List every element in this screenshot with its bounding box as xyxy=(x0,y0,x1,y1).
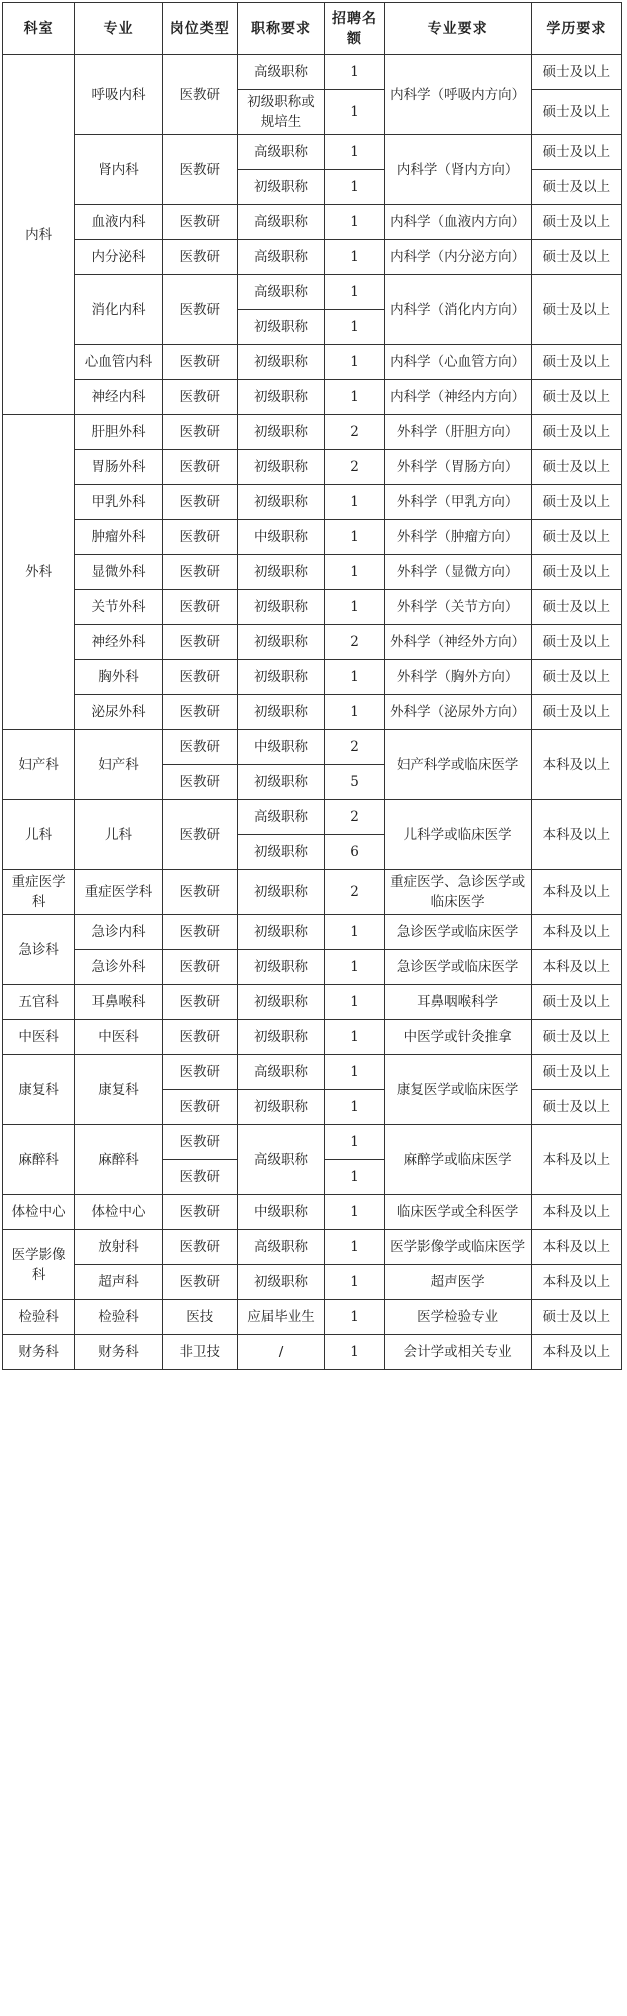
table-row xyxy=(3,730,622,765)
major-cell: 康复科 xyxy=(75,1055,163,1125)
title-req-cell: / xyxy=(237,1335,325,1370)
header-major: 专业 xyxy=(75,3,163,55)
edu-req-cell: 硕士及以上 xyxy=(531,590,621,625)
major-cell: 妇产科 xyxy=(75,730,163,800)
title-req-cell: 初级职称 xyxy=(237,1020,325,1055)
dept-cell: 儿科 xyxy=(3,800,75,870)
edu-req-cell: 硕士及以上 xyxy=(531,345,621,380)
edu-req-cell: 硕士及以上 xyxy=(531,55,621,90)
major-req-cell: 内科学（内分泌方向） xyxy=(384,240,531,275)
count-cell: 1 xyxy=(325,520,384,555)
major-cell: 体检中心 xyxy=(75,1195,163,1230)
table-row xyxy=(3,240,622,275)
edu-req-cell: 硕士及以上 xyxy=(531,1300,621,1335)
edu-req-cell: 硕士及以上 xyxy=(531,450,621,485)
major-req-cell: 外科学（神经外方向） xyxy=(384,625,531,660)
table-row xyxy=(3,870,622,915)
major-req-cell: 内科学（神经内方向） xyxy=(384,380,531,415)
post-type-cell: 医教研 xyxy=(162,380,237,415)
title-req-cell: 初级职称 xyxy=(237,310,325,345)
count-cell: 2 xyxy=(325,730,384,765)
header-count: 招聘名额 xyxy=(325,3,384,55)
table-row xyxy=(3,985,622,1020)
count-cell: 1 xyxy=(325,1300,384,1335)
dept-cell: 麻醉科 xyxy=(3,1125,75,1195)
dept-cell: 外科 xyxy=(3,415,75,730)
dept-cell: 体检中心 xyxy=(3,1195,75,1230)
count-cell: 1 xyxy=(325,695,384,730)
table-row xyxy=(3,205,622,240)
major-req-cell: 外科学（显微方向） xyxy=(384,555,531,590)
title-req-cell: 初级职称 xyxy=(237,555,325,590)
table-row xyxy=(3,450,622,485)
table-row xyxy=(3,625,622,660)
dept-cell: 五官科 xyxy=(3,985,75,1020)
count-cell: 1 xyxy=(325,1265,384,1300)
table-row xyxy=(3,1335,622,1370)
table-row xyxy=(3,695,622,730)
major-req-cell: 康复医学或临床医学 xyxy=(384,1055,531,1125)
title-req-cell: 中级职称 xyxy=(237,730,325,765)
post-type-cell: 医教研 xyxy=(162,485,237,520)
title-req-cell: 高级职称 xyxy=(237,1230,325,1265)
edu-req-cell: 硕士及以上 xyxy=(531,380,621,415)
title-req-cell: 初级职称 xyxy=(237,380,325,415)
table-row xyxy=(3,1055,622,1090)
table-row xyxy=(3,345,622,380)
post-type-cell: 医教研 xyxy=(162,205,237,240)
count-cell: 1 xyxy=(325,1195,384,1230)
post-type-cell: 医教研 xyxy=(162,1195,237,1230)
post-type-cell: 医教研 xyxy=(162,1090,237,1125)
major-cell: 肿瘤外科 xyxy=(75,520,163,555)
major-req-cell: 会计学或相关专业 xyxy=(384,1335,531,1370)
count-cell: 1 xyxy=(325,240,384,275)
major-cell: 急诊外科 xyxy=(75,950,163,985)
table-row xyxy=(3,135,622,170)
edu-req-cell: 本科及以上 xyxy=(531,1195,621,1230)
dept-cell: 财务科 xyxy=(3,1335,75,1370)
major-req-cell: 妇产科学或临床医学 xyxy=(384,730,531,800)
major-cell: 财务科 xyxy=(75,1335,163,1370)
major-cell: 内分泌科 xyxy=(75,240,163,275)
dept-cell: 内科 xyxy=(3,55,75,415)
major-req-cell: 麻醉学或临床医学 xyxy=(384,1125,531,1195)
count-cell: 1 xyxy=(325,660,384,695)
table-row xyxy=(3,415,622,450)
count-cell: 1 xyxy=(325,1125,384,1160)
count-cell: 6 xyxy=(325,835,384,870)
count-cell: 1 xyxy=(325,275,384,310)
edu-req-cell: 本科及以上 xyxy=(531,800,621,870)
title-req-cell: 初级职称 xyxy=(237,870,325,915)
edu-req-cell: 硕士及以上 xyxy=(531,1055,621,1090)
major-cell: 血液内科 xyxy=(75,205,163,240)
major-cell: 胃肠外科 xyxy=(75,450,163,485)
major-req-cell: 重症医学、急诊医学或临床医学 xyxy=(384,870,531,915)
major-req-cell: 内科学（心血管方向） xyxy=(384,345,531,380)
edu-req-cell: 硕士及以上 xyxy=(531,625,621,660)
edu-req-cell: 本科及以上 xyxy=(531,870,621,915)
count-cell: 1 xyxy=(325,915,384,950)
major-req-cell: 外科学（泌尿外方向） xyxy=(384,695,531,730)
major-cell: 肝胆外科 xyxy=(75,415,163,450)
major-cell: 中医科 xyxy=(75,1020,163,1055)
edu-req-cell: 硕士及以上 xyxy=(531,90,621,135)
post-type-cell: 医教研 xyxy=(162,800,237,870)
post-type-cell: 非卫技 xyxy=(162,1335,237,1370)
post-type-cell: 医教研 xyxy=(162,590,237,625)
post-type-cell: 医教研 xyxy=(162,415,237,450)
count-cell: 1 xyxy=(325,1335,384,1370)
count-cell: 1 xyxy=(325,950,384,985)
table-row xyxy=(3,380,622,415)
count-cell: 1 xyxy=(325,1020,384,1055)
major-cell: 肾内科 xyxy=(75,135,163,205)
edu-req-cell: 硕士及以上 xyxy=(531,985,621,1020)
table-row xyxy=(3,275,622,310)
count-cell: 1 xyxy=(325,1160,384,1195)
post-type-cell: 医教研 xyxy=(162,870,237,915)
major-req-cell: 内科学（消化内方向） xyxy=(384,275,531,345)
major-req-cell: 外科学（胃肠方向） xyxy=(384,450,531,485)
post-type-cell: 医教研 xyxy=(162,240,237,275)
title-req-cell: 初级职称 xyxy=(237,985,325,1020)
major-cell: 超声科 xyxy=(75,1265,163,1300)
post-type-cell: 医教研 xyxy=(162,695,237,730)
edu-req-cell: 本科及以上 xyxy=(531,730,621,800)
major-cell: 急诊内科 xyxy=(75,915,163,950)
table-row xyxy=(3,915,622,950)
header-row xyxy=(3,3,622,55)
major-cell: 显微外科 xyxy=(75,555,163,590)
header-title-req: 职称要求 xyxy=(237,3,325,55)
count-cell: 2 xyxy=(325,625,384,660)
count-cell: 2 xyxy=(325,450,384,485)
edu-req-cell: 硕士及以上 xyxy=(531,695,621,730)
major-req-cell: 临床医学或全科医学 xyxy=(384,1195,531,1230)
count-cell: 1 xyxy=(325,1055,384,1090)
major-cell: 神经外科 xyxy=(75,625,163,660)
post-type-cell: 医教研 xyxy=(162,950,237,985)
major-req-cell: 内科学（肾内方向） xyxy=(384,135,531,205)
post-type-cell: 医教研 xyxy=(162,555,237,590)
title-req-cell: 高级职称 xyxy=(237,800,325,835)
table-row xyxy=(3,555,622,590)
major-cell: 神经内科 xyxy=(75,380,163,415)
table-row xyxy=(3,55,622,90)
title-req-cell: 应届毕业生 xyxy=(237,1300,325,1335)
post-type-cell: 医教研 xyxy=(162,1230,237,1265)
major-req-cell: 外科学（胸外方向） xyxy=(384,660,531,695)
title-req-cell: 高级职称 xyxy=(237,240,325,275)
post-type-cell: 医教研 xyxy=(162,345,237,380)
edu-req-cell: 硕士及以上 xyxy=(531,555,621,590)
major-req-cell: 儿科学或临床医学 xyxy=(384,800,531,870)
count-cell: 1 xyxy=(325,205,384,240)
title-req-cell: 初级职称 xyxy=(237,1265,325,1300)
title-req-cell: 高级职称 xyxy=(237,275,325,310)
title-req-cell: 高级职称 xyxy=(237,1055,325,1090)
title-req-cell: 高级职称 xyxy=(237,55,325,90)
dept-cell: 中医科 xyxy=(3,1020,75,1055)
count-cell: 1 xyxy=(325,590,384,625)
major-req-cell: 内科学（呼吸内方向） xyxy=(384,55,531,135)
post-type-cell: 医技 xyxy=(162,1300,237,1335)
count-cell: 1 xyxy=(325,90,384,135)
title-req-cell: 初级职称或规培生 xyxy=(237,90,325,135)
count-cell: 2 xyxy=(325,415,384,450)
major-req-cell: 耳鼻咽喉科学 xyxy=(384,985,531,1020)
post-type-cell: 医教研 xyxy=(162,1020,237,1055)
post-type-cell: 医教研 xyxy=(162,625,237,660)
dept-cell: 康复科 xyxy=(3,1055,75,1125)
edu-req-cell: 本科及以上 xyxy=(531,1335,621,1370)
title-req-cell: 初级职称 xyxy=(237,170,325,205)
edu-req-cell: 硕士及以上 xyxy=(531,520,621,555)
header-dept: 科室 xyxy=(3,3,75,55)
title-req-cell: 初级职称 xyxy=(237,950,325,985)
edu-req-cell: 硕士及以上 xyxy=(531,240,621,275)
title-req-cell: 初级职称 xyxy=(237,485,325,520)
header-post-type: 岗位类型 xyxy=(162,3,237,55)
dept-cell: 妇产科 xyxy=(3,730,75,800)
table-row xyxy=(3,1300,622,1335)
major-cell: 甲乳外科 xyxy=(75,485,163,520)
title-req-cell: 初级职称 xyxy=(237,1090,325,1125)
dept-cell: 急诊科 xyxy=(3,915,75,985)
title-req-cell: 初级职称 xyxy=(237,450,325,485)
table-body xyxy=(3,55,622,1370)
count-cell: 1 xyxy=(325,310,384,345)
major-cell: 耳鼻喉科 xyxy=(75,985,163,1020)
count-cell: 1 xyxy=(325,1090,384,1125)
dept-cell: 检验科 xyxy=(3,1300,75,1335)
table-row xyxy=(3,1020,622,1055)
count-cell: 1 xyxy=(325,380,384,415)
dept-cell: 医学影像科 xyxy=(3,1230,75,1300)
edu-req-cell: 硕士及以上 xyxy=(531,415,621,450)
table-row xyxy=(3,485,622,520)
dept-cell: 重症医学科 xyxy=(3,870,75,915)
title-req-cell: 初级职称 xyxy=(237,660,325,695)
count-cell: 1 xyxy=(325,485,384,520)
edu-req-cell: 硕士及以上 xyxy=(531,275,621,345)
count-cell: 1 xyxy=(325,55,384,90)
title-req-cell: 初级职称 xyxy=(237,765,325,800)
edu-req-cell: 硕士及以上 xyxy=(531,660,621,695)
edu-req-cell: 本科及以上 xyxy=(531,1125,621,1195)
edu-req-cell: 硕士及以上 xyxy=(531,205,621,240)
post-type-cell: 医教研 xyxy=(162,450,237,485)
post-type-cell: 医教研 xyxy=(162,275,237,345)
post-type-cell: 医教研 xyxy=(162,660,237,695)
table-row xyxy=(3,1230,622,1265)
count-cell: 1 xyxy=(325,555,384,590)
post-type-cell: 医教研 xyxy=(162,1160,237,1195)
post-type-cell: 医教研 xyxy=(162,765,237,800)
header-edu-req: 学历要求 xyxy=(531,3,621,55)
table-row xyxy=(3,520,622,555)
major-cell: 泌尿外科 xyxy=(75,695,163,730)
major-req-cell: 急诊医学或临床医学 xyxy=(384,950,531,985)
major-cell: 心血管内科 xyxy=(75,345,163,380)
major-cell: 儿科 xyxy=(75,800,163,870)
table-row xyxy=(3,1195,622,1230)
post-type-cell: 医教研 xyxy=(162,1055,237,1090)
title-req-cell: 中级职称 xyxy=(237,520,325,555)
table-row xyxy=(3,950,622,985)
count-cell: 1 xyxy=(325,345,384,380)
major-cell: 重症医学科 xyxy=(75,870,163,915)
edu-req-cell: 本科及以上 xyxy=(531,915,621,950)
major-cell: 胸外科 xyxy=(75,660,163,695)
title-req-cell: 中级职称 xyxy=(237,1195,325,1230)
title-req-cell: 初级职称 xyxy=(237,835,325,870)
major-req-cell: 超声医学 xyxy=(384,1265,531,1300)
major-cell: 消化内科 xyxy=(75,275,163,345)
edu-req-cell: 硕士及以上 xyxy=(531,1090,621,1125)
post-type-cell: 医教研 xyxy=(162,985,237,1020)
major-cell: 检验科 xyxy=(75,1300,163,1335)
title-req-cell: 初级职称 xyxy=(237,915,325,950)
title-req-cell: 高级职称 xyxy=(237,135,325,170)
major-req-cell: 内科学（血液内方向） xyxy=(384,205,531,240)
major-cell: 放射科 xyxy=(75,1230,163,1265)
edu-req-cell: 本科及以上 xyxy=(531,950,621,985)
title-req-cell: 初级职称 xyxy=(237,625,325,660)
count-cell: 1 xyxy=(325,170,384,205)
major-req-cell: 医学影像学或临床医学 xyxy=(384,1230,531,1265)
edu-req-cell: 硕士及以上 xyxy=(531,1020,621,1055)
edu-req-cell: 硕士及以上 xyxy=(531,485,621,520)
title-req-cell: 初级职称 xyxy=(237,345,325,380)
major-req-cell: 急诊医学或临床医学 xyxy=(384,915,531,950)
post-type-cell: 医教研 xyxy=(162,520,237,555)
major-req-cell: 中医学或针灸推拿 xyxy=(384,1020,531,1055)
table-row xyxy=(3,590,622,625)
major-req-cell: 外科学（关节方向） xyxy=(384,590,531,625)
count-cell: 1 xyxy=(325,1230,384,1265)
edu-req-cell: 本科及以上 xyxy=(531,1265,621,1300)
major-cell: 关节外科 xyxy=(75,590,163,625)
post-type-cell: 医教研 xyxy=(162,730,237,765)
title-req-cell: 初级职称 xyxy=(237,590,325,625)
major-req-cell: 医学检验专业 xyxy=(384,1300,531,1335)
post-type-cell: 医教研 xyxy=(162,1125,237,1160)
edu-req-cell: 硕士及以上 xyxy=(531,170,621,205)
title-req-cell: 高级职称 xyxy=(237,205,325,240)
major-req-cell: 外科学（肝胆方向） xyxy=(384,415,531,450)
table-row xyxy=(3,1265,622,1300)
post-type-cell: 医教研 xyxy=(162,135,237,205)
table-row xyxy=(3,660,622,695)
post-type-cell: 医教研 xyxy=(162,1265,237,1300)
recruitment-table xyxy=(2,2,622,1370)
count-cell: 1 xyxy=(325,985,384,1020)
title-req-cell: 初级职称 xyxy=(237,415,325,450)
title-req-cell: 初级职称 xyxy=(237,695,325,730)
post-type-cell: 医教研 xyxy=(162,55,237,135)
edu-req-cell: 硕士及以上 xyxy=(531,135,621,170)
title-req-cell: 高级职称 xyxy=(237,1125,325,1195)
count-cell: 2 xyxy=(325,800,384,835)
count-cell: 2 xyxy=(325,870,384,915)
count-cell: 1 xyxy=(325,135,384,170)
header-major-req: 专业要求 xyxy=(384,3,531,55)
table-row xyxy=(3,800,622,835)
major-cell: 呼吸内科 xyxy=(75,55,163,135)
edu-req-cell: 本科及以上 xyxy=(531,1230,621,1265)
post-type-cell: 医教研 xyxy=(162,915,237,950)
major-req-cell: 外科学（肿瘤方向） xyxy=(384,520,531,555)
major-req-cell: 外科学（甲乳方向） xyxy=(384,485,531,520)
count-cell: 5 xyxy=(325,765,384,800)
table-row xyxy=(3,1125,622,1160)
major-cell: 麻醉科 xyxy=(75,1125,163,1195)
